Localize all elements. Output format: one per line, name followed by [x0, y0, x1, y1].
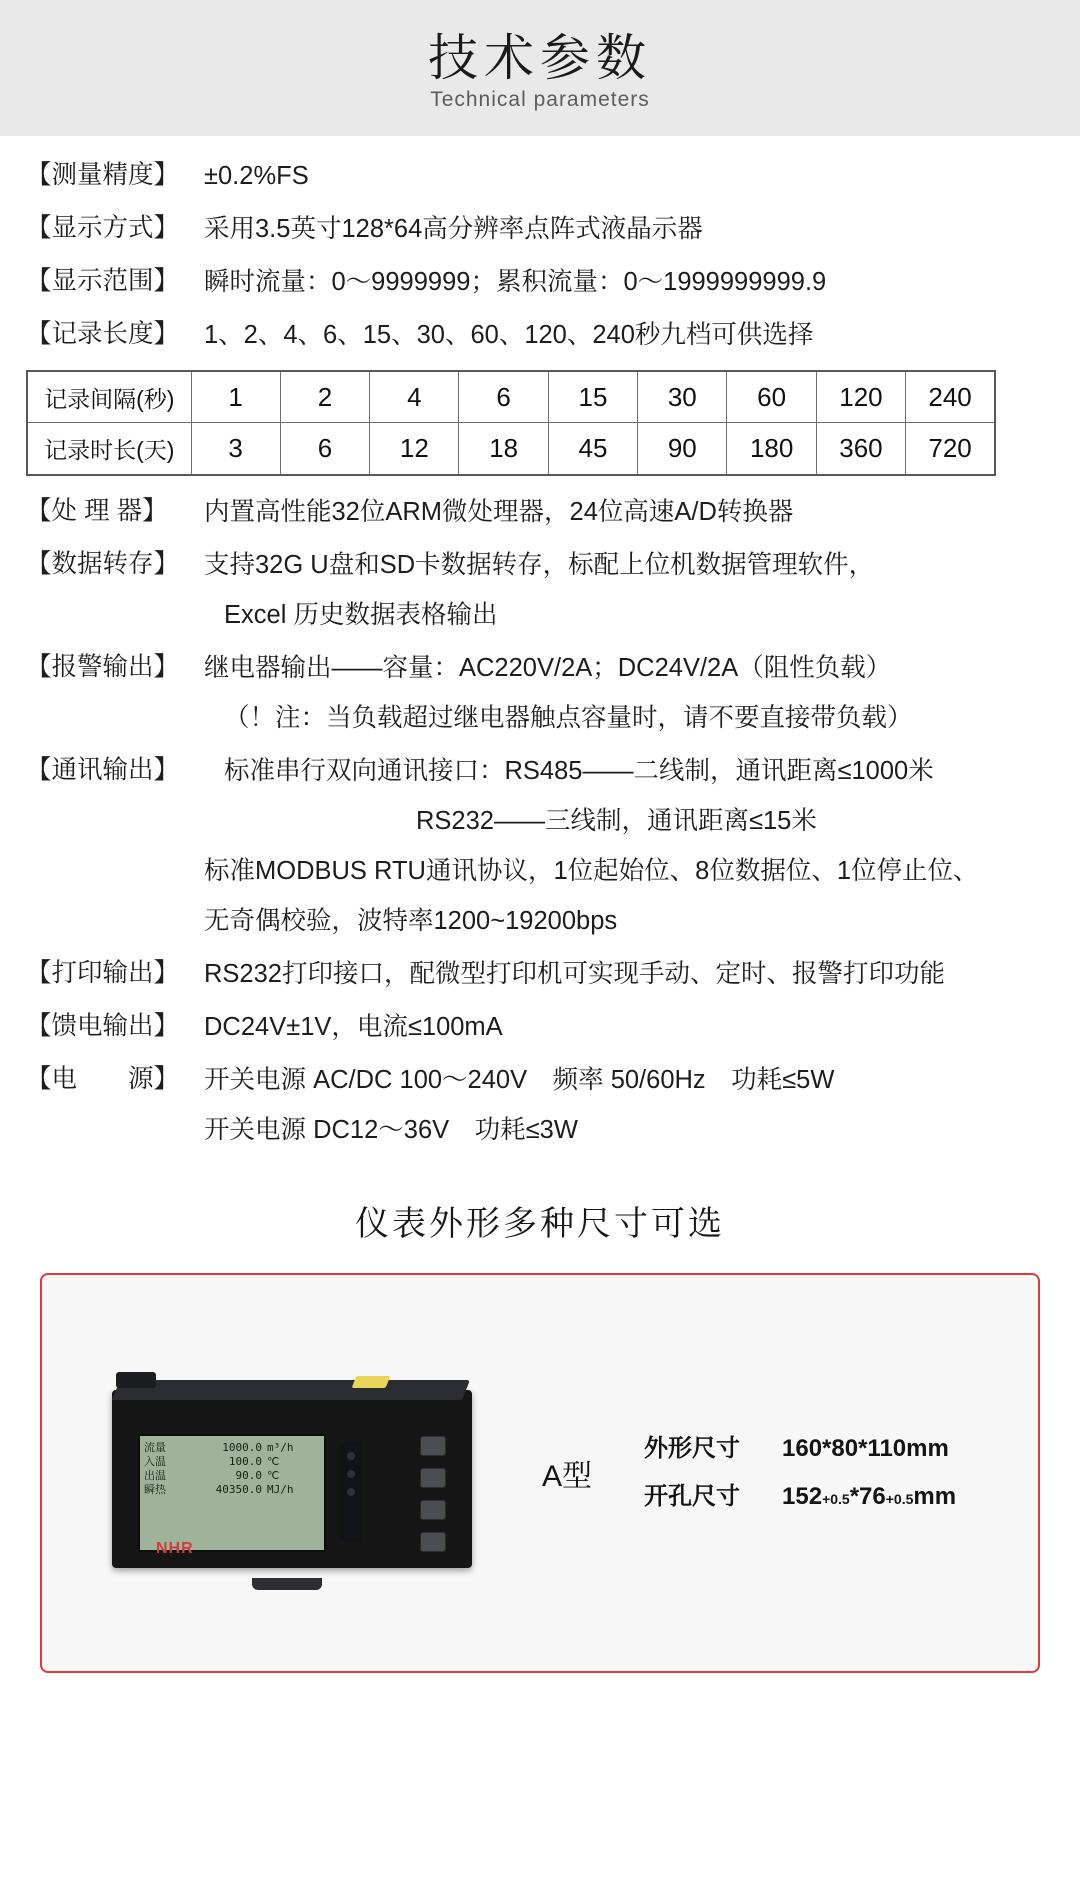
spec-line: DC24V±1V，电流≤100mA	[204, 1012, 503, 1041]
device-key	[420, 1436, 446, 1456]
record-duration-cell: 12	[370, 423, 459, 475]
spec-value	[204, 753, 1054, 940]
lcd-row-unit: MJ/h	[267, 1483, 294, 1497]
device-top-tab	[116, 1372, 156, 1388]
record-interval-cell: 2	[280, 371, 369, 423]
dimension-list	[644, 1425, 956, 1521]
lcd-row-name: 瞬热	[144, 1483, 166, 1497]
record-duration-cell: 720	[906, 423, 995, 475]
spec-value	[204, 264, 1054, 301]
spec-line: 采用3.5英寸128*64高分辨率点阵式液晶示器	[204, 214, 703, 243]
record-interval-cell: 120	[816, 371, 905, 423]
dimension-row-cutout	[644, 1473, 956, 1521]
lcd-row-value: 1000.0	[222, 1441, 262, 1455]
device-key	[420, 1468, 446, 1488]
spec-line: RS232——三线制，通讯距离≤15米	[416, 806, 817, 835]
spec-row-display-range	[26, 264, 1054, 301]
lcd-row-unit: ℃	[267, 1455, 280, 1469]
table-row	[27, 371, 995, 423]
spec-line: 开关电源 DC12～36V 功耗≤3W	[204, 1115, 578, 1144]
dimension-value-mid: *76	[849, 1483, 886, 1511]
record-interval-table	[26, 370, 996, 476]
record-duration-header: 记录时长(天)	[27, 423, 191, 475]
record-interval-header: 记录间隔(秒)	[27, 371, 191, 423]
spec-line: 标准串行双向通讯接口：RS485——二线制，通讯距离≤1000米	[224, 756, 934, 785]
spec-line: 支持32G U盘和SD卡数据转存，标配上位机数据管理软件，	[204, 550, 875, 579]
spec-row-power-supply	[26, 1062, 1054, 1149]
dimension-row-outline	[644, 1425, 956, 1473]
lcd-row	[144, 1483, 320, 1497]
dimension-tolerance-1: +0.5	[822, 1491, 850, 1508]
spec-label: 【打印输出】	[26, 958, 180, 987]
led-indicator	[347, 1470, 355, 1478]
spec-row-processor	[26, 494, 1054, 531]
spec-line: Excel 历史数据表格输出	[224, 600, 498, 629]
page-title-cn: 技术参数	[428, 29, 652, 86]
dimension-label: 外形尺寸	[644, 1435, 741, 1463]
spec-line: 无奇偶校验，波特率1200~19200bps	[204, 906, 618, 935]
record-duration-cell: 6	[280, 423, 369, 475]
lcd-row-value: 90.0	[235, 1469, 262, 1483]
spec-row-alarm-output	[26, 650, 1054, 737]
model-type-label: A型	[542, 1460, 593, 1494]
spec-value	[204, 1062, 1054, 1149]
spec-line: 开关电源 AC/DC 100～240V 频率 50/60Hz 功耗≤5W	[204, 1065, 835, 1094]
lcd-row-value: 40350.0	[215, 1483, 262, 1497]
spec-value	[204, 547, 1054, 634]
lcd-row	[144, 1441, 320, 1455]
record-duration-cell: 90	[638, 423, 727, 475]
spec-row-accuracy	[26, 158, 1054, 195]
spec-line: RS232打印接口，配微型打印机可实现手动、定时、报警打印功能	[204, 959, 945, 988]
spec-line: ±0.2%FS	[204, 162, 309, 190]
spec-line: 瞬时流量：0～9999999；累积流量：0～1999999999.9	[204, 267, 827, 296]
lcd-row-unit: m³/h	[267, 1441, 294, 1455]
spec-label: 【记录长度】	[26, 319, 180, 348]
spec-row-communication-output	[26, 753, 1054, 940]
spec-label: 【馈电输出】	[26, 1011, 180, 1040]
page-title-en: Technical parameters	[430, 87, 650, 111]
device-top-strip	[112, 1380, 470, 1400]
spec-row-display-type	[26, 211, 1054, 248]
spec-line: （！注：当负载超过继电器触点容量时，请不要直接带负载）	[224, 703, 913, 732]
spec-row-data-transfer	[26, 547, 1054, 634]
led-indicator	[347, 1452, 355, 1460]
record-interval-cell: 240	[906, 371, 995, 423]
spec-value	[204, 1009, 1054, 1046]
spec-label: 【电 源】	[26, 1064, 180, 1093]
record-interval-cell: 4	[370, 371, 459, 423]
device-lcd-screen	[138, 1434, 326, 1552]
device-illustration	[102, 1368, 502, 1578]
dimension-label: 开孔尺寸	[644, 1483, 741, 1511]
record-interval-cell: 60	[727, 371, 816, 423]
spec-value	[204, 650, 1054, 737]
spec-row-power-feed-output	[26, 1009, 1054, 1046]
record-interval-cell: 30	[638, 371, 727, 423]
led-indicator	[347, 1488, 355, 1496]
spec-label: 【显示方式】	[26, 213, 180, 242]
record-duration-cell: 18	[459, 423, 548, 475]
record-interval-cell: 1	[191, 371, 280, 423]
lcd-row-value: 100.0	[228, 1455, 262, 1469]
lcd-row-name: 出温	[144, 1469, 166, 1483]
product-photo-card	[40, 1273, 1040, 1673]
device-keypad	[420, 1436, 454, 1552]
record-interval-cell: 15	[548, 371, 637, 423]
record-duration-cell: 45	[548, 423, 637, 475]
lcd-row-name: 入温	[144, 1455, 166, 1469]
spec-row-print-output	[26, 956, 1054, 993]
spec-line: 内置高性能32位ARM微处理器，24位高速A/D转换器	[204, 497, 794, 526]
dimension-unit: mm	[913, 1483, 957, 1511]
record-interval-cell: 6	[459, 371, 548, 423]
lcd-row	[144, 1469, 320, 1483]
spec-line: 1、2、4、6、15、30、60、120、240秒九档可供选择	[204, 320, 814, 349]
spec-label: 【测量精度】	[26, 161, 180, 189]
spec-label: 【显示范围】	[26, 266, 180, 295]
dimension-tolerance-2: +0.5	[885, 1491, 914, 1508]
spec-value	[204, 158, 1054, 195]
brand-logo: NHR	[156, 1540, 194, 1558]
lcd-row-unit: ℃	[267, 1469, 280, 1483]
record-duration-cell: 360	[816, 423, 905, 475]
spec-value	[204, 494, 1054, 531]
spec-value	[204, 211, 1054, 248]
device-indicator-leds	[340, 1442, 362, 1542]
device-front-body	[112, 1390, 472, 1568]
record-duration-cell: 180	[727, 423, 816, 475]
device-key	[420, 1500, 446, 1520]
device-key	[420, 1532, 446, 1552]
spec-label: 【通讯输出】	[26, 755, 180, 784]
device-bottom-foot	[252, 1578, 322, 1590]
spec-value	[204, 956, 1054, 993]
record-duration-cell: 3	[191, 423, 280, 475]
page-header	[0, 0, 1080, 136]
bottom-spacer	[0, 1673, 1080, 1719]
spec-value	[204, 317, 1054, 354]
spec-row-record-length	[26, 317, 1054, 354]
spec-list	[0, 136, 1080, 1148]
sizes-section-title: 仪表外形多种尺寸可选	[355, 1205, 725, 1244]
spec-label: 【数据转存】	[26, 549, 180, 578]
spec-line: 标准MODBUS RTU通讯协议，1位起始位、8位数据位、1位停止位、	[204, 856, 979, 885]
lcd-row	[144, 1455, 320, 1469]
dimension-value: 152	[782, 1483, 823, 1511]
dimension-value: 160*80*110mm	[782, 1435, 949, 1463]
spec-label: 【处 理 器】	[26, 496, 168, 525]
spec-label: 【报警输出】	[26, 652, 180, 681]
lcd-row-name: 流量	[144, 1441, 166, 1455]
record-table-wrapper	[26, 370, 1054, 476]
spec-line: 继电器输出——容量：AC220V/2A；DC24V/2A（阻性负载）	[204, 653, 892, 682]
device-top-yellow-label	[352, 1376, 391, 1388]
table-row	[27, 423, 995, 475]
